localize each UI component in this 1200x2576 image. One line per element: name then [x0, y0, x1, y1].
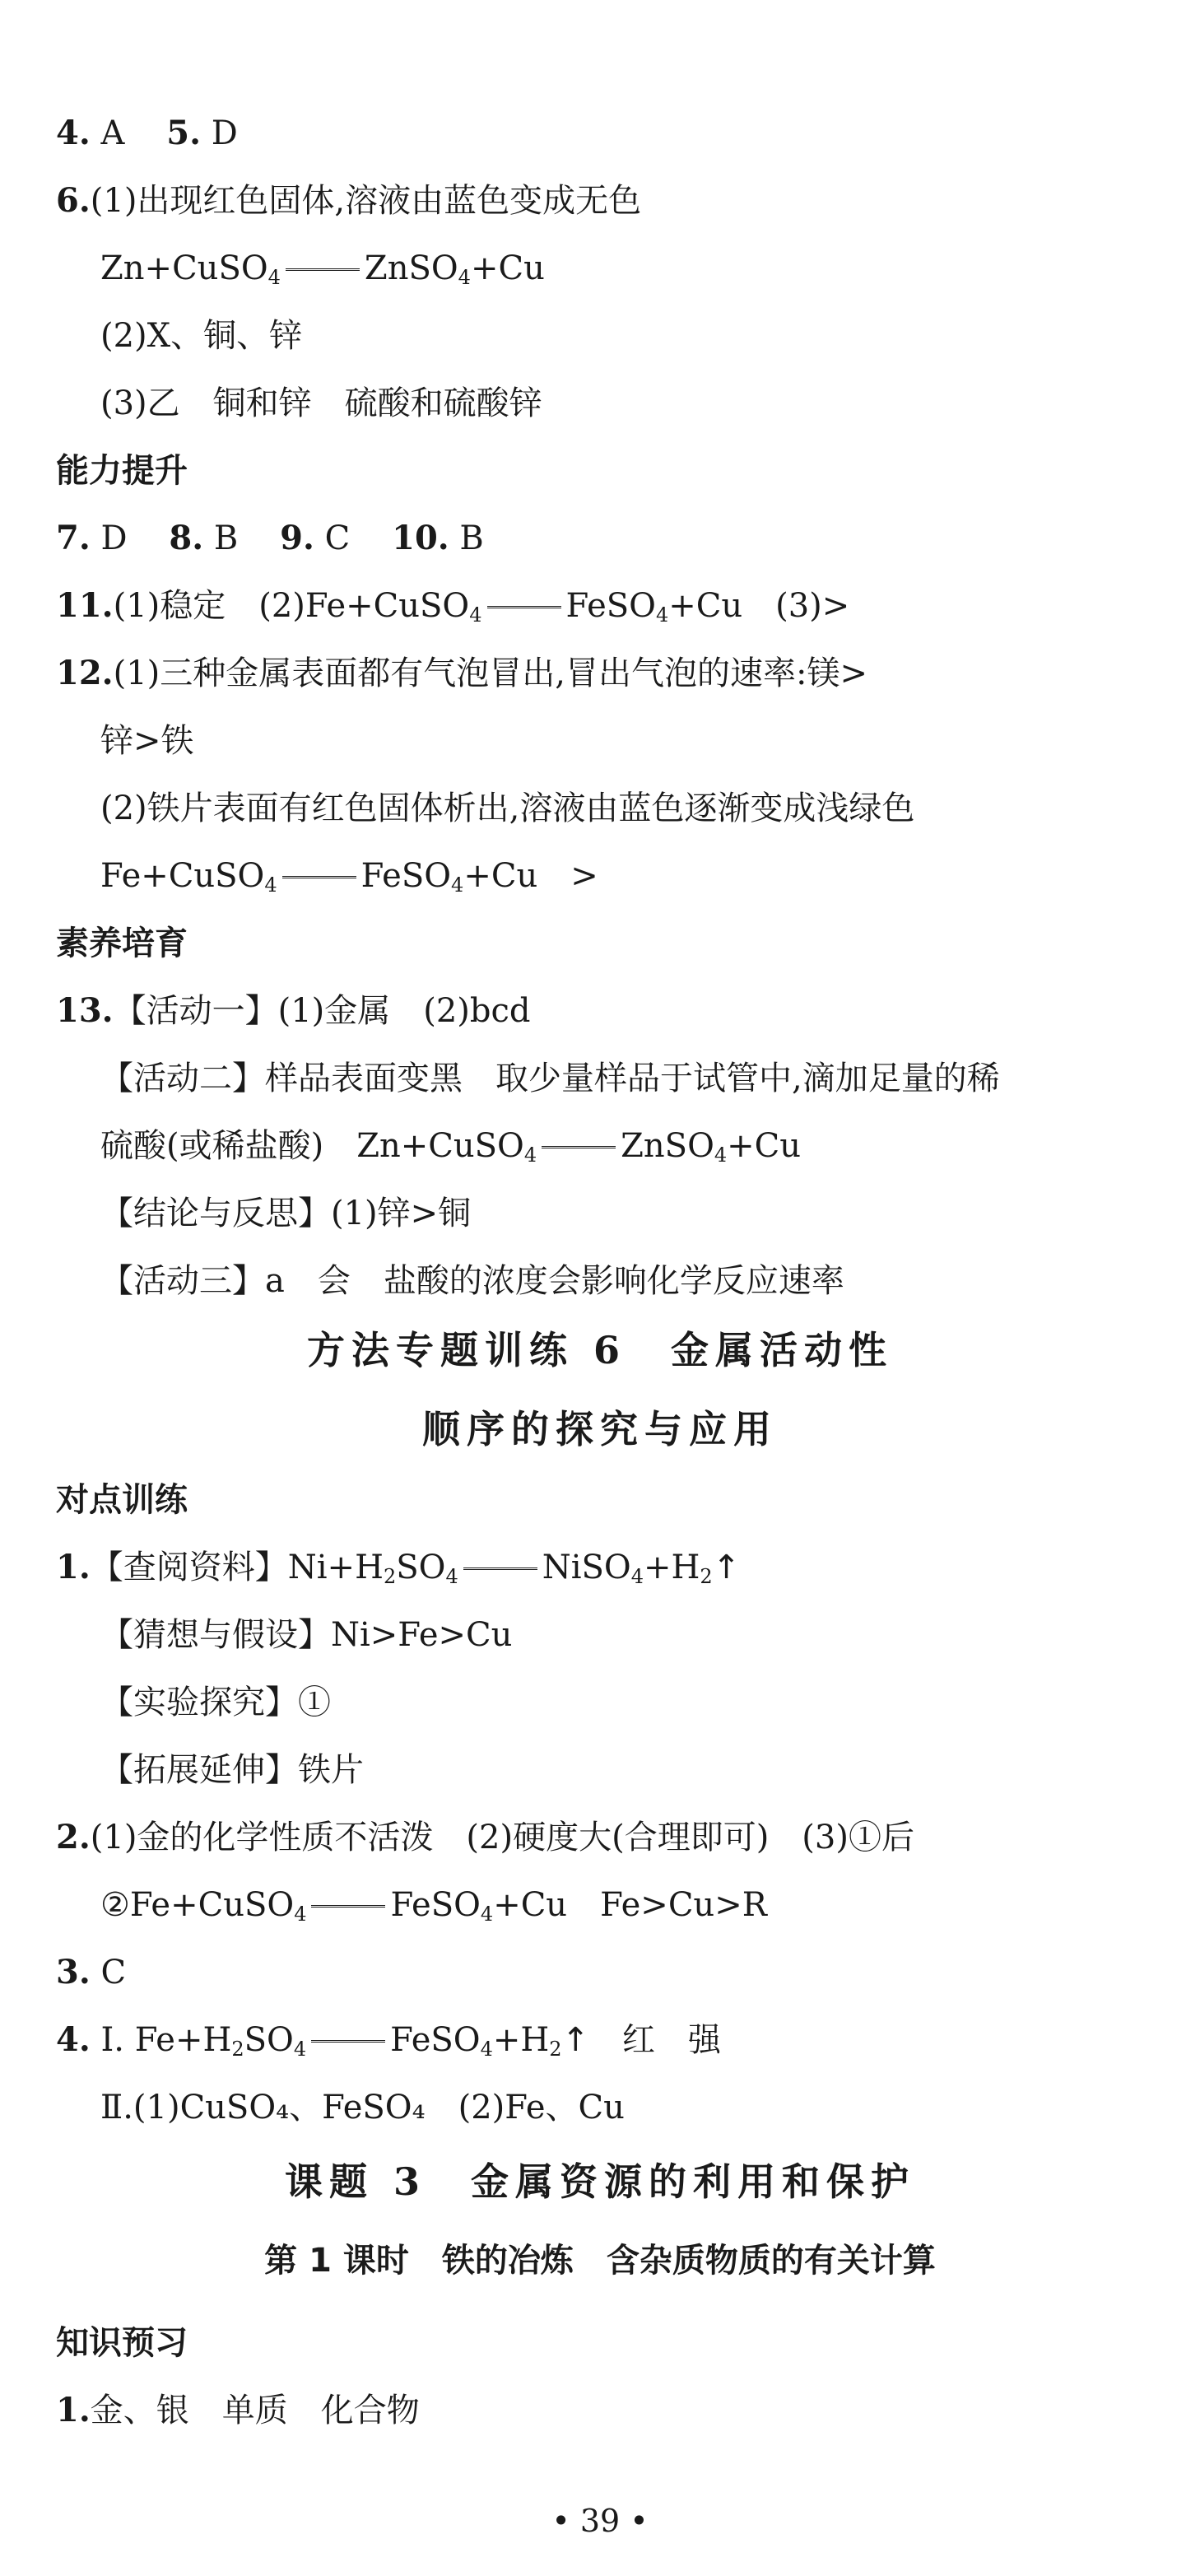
answer-text: 【实验探究】①: [100, 1684, 331, 1721]
page-number: • 39 •: [551, 2503, 649, 2539]
equals-sign: [311, 1905, 385, 1910]
answer-text: (1)金的化学性质不活泼 (2)硬度大(合理即可) (3)①后: [90, 1819, 914, 1856]
subscript: 4: [445, 1565, 458, 1588]
section-heading: 素养培育: [56, 925, 188, 962]
answer-text: (1)出现红色固体,溶液由蓝色变成无色: [90, 182, 642, 220]
equation-line: [100, 247, 1167, 290]
equation-part: FeSO: [390, 1886, 481, 1924]
subscript: 4: [294, 1903, 307, 1926]
chapter-title: 方法专题训练 6 金属活动性: [306, 1328, 894, 1372]
equals-sign: [282, 876, 356, 881]
equation-part: +H: [492, 2021, 550, 2059]
question-number: 8.: [169, 519, 204, 557]
question-number: 5.: [166, 114, 201, 152]
answer-line-3: [56, 1951, 1167, 1994]
equals-sign: [487, 606, 561, 611]
equation-line: [100, 1884, 1167, 1926]
chapter-title: 顺序的探究与应用: [422, 1407, 778, 1451]
subscript: 4: [480, 2038, 493, 2061]
answer-text: 【猜想与假设】Ni>Fe>Cu: [100, 1616, 513, 1654]
subscript: 4: [267, 266, 281, 289]
equation-part: Zn+CuSO: [100, 249, 268, 287]
answer-text: 【拓展延伸】铁片: [100, 1751, 364, 1789]
question-number: 4.: [56, 114, 91, 152]
answer-text: (3)乙 铜和锌 硫酸和硫酸锌: [100, 384, 542, 422]
equation-part: 硫酸(或稀盐酸) Zn+CuSO: [100, 1127, 524, 1165]
subscript: 4: [458, 266, 471, 289]
question-number: 11.: [56, 586, 114, 625]
subscript: 4: [264, 873, 277, 897]
equation-part: NiSO: [542, 1549, 631, 1586]
subscript: 2: [700, 1565, 713, 1588]
subscript: 4: [469, 603, 482, 627]
subscript: 4: [630, 1565, 644, 1588]
question-number: 2.: [56, 1818, 91, 1856]
equation-part: ZnSO: [621, 1127, 714, 1165]
subscript: 2: [231, 2038, 244, 2061]
question-number: 9.: [280, 519, 314, 557]
chapter-title: 课题 3 金属资源的利用和保护: [284, 2159, 916, 2204]
equation-part: ②Fe+CuSO: [100, 1886, 295, 1924]
equation-part: +Cu >: [463, 857, 598, 895]
equation-part: SO: [244, 2021, 294, 2059]
equals-sign: [463, 1567, 537, 1572]
answer-text: Ⅱ.(1)CuSO₄、FeSO₄ (2)Fe、Cu: [100, 2089, 625, 2126]
answer-text: 【活动三】a 会 盐酸的浓度会影响化学反应速率: [100, 1262, 844, 1300]
question-number: 6.: [56, 181, 91, 220]
equation-part: SO: [396, 1549, 446, 1586]
answer-line-7-10: [56, 517, 1167, 560]
equation-part: FeSO: [360, 857, 452, 895]
gas-arrow-icon: ↑: [712, 1549, 741, 1586]
equation-part: +Cu: [727, 1127, 802, 1165]
answer-text: (2)铁片表面有红色固体析出,溶液由蓝色逐渐变成浅绿色: [100, 790, 915, 827]
subscript: 4: [523, 1144, 537, 1167]
answer-text: 【结论与反思】(1)锌>铜: [100, 1195, 472, 1232]
equation-part: +Cu (3)>: [668, 587, 850, 625]
question-number: 1.: [56, 1548, 91, 1586]
section-heading: 知识预习: [56, 2324, 188, 2362]
answer-text: 金、银 单质 化合物: [90, 2392, 420, 2429]
answer-line-12: [56, 652, 1167, 695]
equation-part: ZnSO: [364, 249, 458, 287]
equals-sign: [286, 268, 360, 273]
equation-part: +Cu: [470, 249, 545, 287]
subscript: 2: [549, 2038, 562, 2061]
equation-part: FeSO: [390, 2021, 481, 2059]
question-number: 7.: [56, 519, 91, 557]
equation-part: +Cu Fe>Cu>R: [493, 1886, 767, 1924]
answer-line-11: [56, 585, 1167, 627]
answer-text: B: [203, 519, 239, 557]
equation-part: (1)稳定 (2)Fe+CuSO: [113, 587, 470, 625]
section-heading: 能力提升: [56, 452, 188, 490]
gas-arrow-icon: ↑: [561, 2021, 590, 2059]
answer-text: D: [90, 519, 128, 557]
answer-text: C: [90, 1954, 127, 1991]
answer-text: (2)X、铜、锌: [100, 317, 303, 355]
equation-line: [100, 1125, 1167, 1167]
answer-line-6: [56, 179, 1167, 222]
answer-text: 红 强: [589, 2021, 722, 2059]
equals-sign: [311, 2040, 385, 2045]
answer-text: 锌>铁: [100, 722, 194, 760]
question-number: 3.: [56, 1953, 91, 1991]
lesson-title: 第 1 课时 铁的冶炼 含杂质物质的有关计算: [264, 2242, 936, 2280]
equation-line: [100, 855, 1167, 897]
subscript: 2: [383, 1565, 397, 1588]
answer-line-1b: [56, 2389, 1167, 2432]
section-heading: 对点训练: [56, 1481, 188, 1519]
equation-part: Ⅰ. Fe+H: [90, 2021, 232, 2059]
answer-text: D: [201, 114, 238, 152]
question-number: 1.: [56, 2391, 91, 2429]
equation-part: FeSO: [565, 587, 656, 625]
subscript: 4: [655, 603, 669, 627]
answer-text: 【活动一】(1)金属 (2)bcd: [113, 992, 531, 1030]
question-number: 10.: [392, 519, 449, 557]
equation-part: 【查阅资料】Ni+H: [90, 1549, 384, 1586]
equation-part: +H: [644, 1549, 700, 1586]
answer-line-1: [56, 1546, 1167, 1589]
answer-line-2: [56, 1816, 1167, 1859]
answer-text: (1)三种金属表面都有气泡冒出,冒出气泡的速率:镁>: [113, 654, 867, 692]
equation-part: Fe+CuSO: [100, 857, 265, 895]
answer-text: A: [90, 114, 125, 152]
answer-line-13: [56, 990, 1167, 1032]
answer-line-4-5: [56, 112, 1167, 155]
answer-line-4: [56, 2019, 1167, 2061]
answer-text: 【活动二】样品表面变黑 取少量样品于试管中,滴加足量的稀: [100, 1060, 1000, 1097]
subscript: 4: [714, 1144, 728, 1167]
equals-sign: [542, 1146, 616, 1151]
question-number: 12.: [56, 654, 114, 692]
answer-text: C: [314, 519, 351, 557]
question-number: 4.: [56, 2020, 91, 2059]
subscript: 4: [451, 873, 464, 897]
answer-text: B: [449, 519, 484, 557]
subscript: 4: [293, 2038, 307, 2061]
subscript: 4: [480, 1903, 494, 1926]
question-number: 13.: [56, 991, 114, 1030]
